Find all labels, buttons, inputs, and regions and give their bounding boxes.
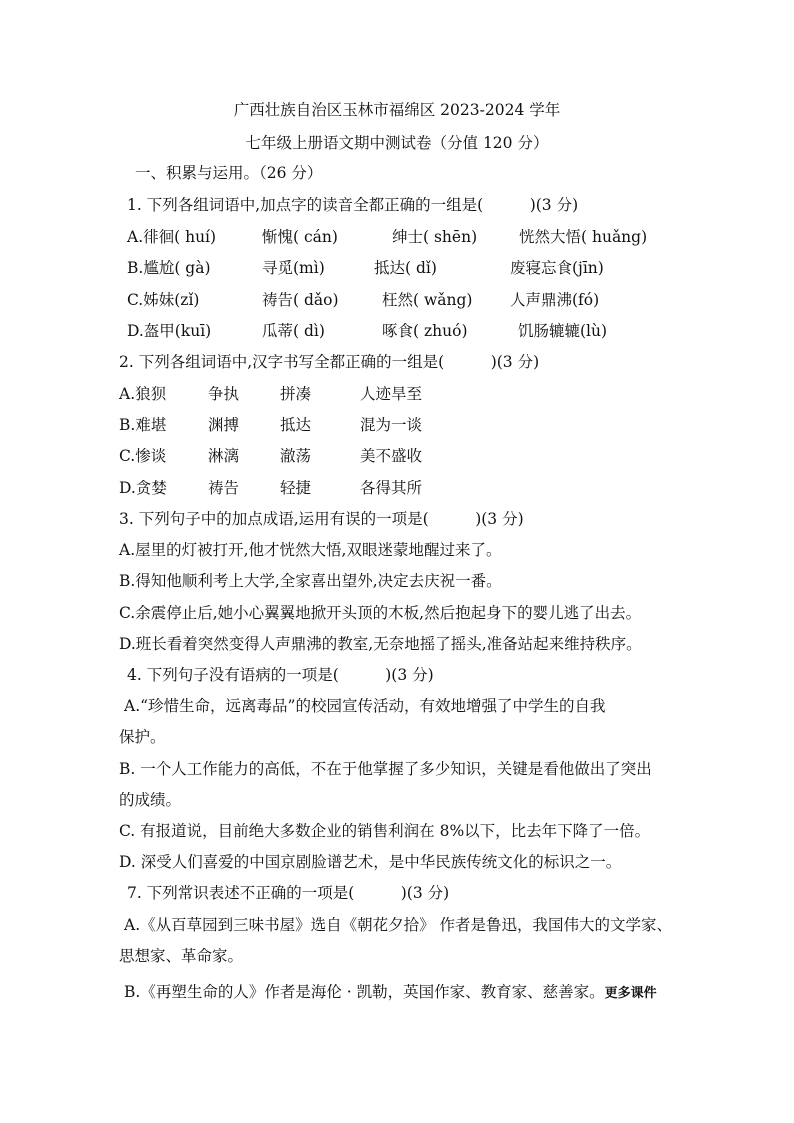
q2-a-item-4: 人迹旱至: [360, 385, 423, 403]
q1-b-item-2: 寻觅(mì): [262, 259, 325, 277]
q2-d-item-1: D.贪婪: [119, 479, 167, 497]
q1-c-item-3: 枉然( wǎng): [382, 291, 473, 309]
question-7-stem: 7. 下列常识表述不正确的一项是( )(3 分): [127, 884, 450, 902]
q2-a-item-3: 拼凑: [280, 385, 312, 403]
q3-option-b: B.得知他顺利考上大学,全家喜出望外,决定去庆祝一番。: [119, 572, 502, 590]
q7-option-a-line1: A.《从百草园到三味书屋》选自《朝花夕拾》 作者是鲁迅，我国伟大的文学家、: [124, 916, 673, 934]
q2-c-item-3: 澈荡: [280, 447, 312, 465]
q2-c-item-1: C.惨谈: [119, 447, 167, 465]
q4-option-a-line1: A.“珍惜生命，远离毒品”的校园宣传活动，有效地增强了中学生的自我: [124, 697, 606, 715]
q7-option-a-line2: 思想家、革命家。: [119, 947, 244, 965]
q1-d-item-2: 瓜蒂( dì): [262, 322, 325, 340]
q1-a-item-3: 绅士( shēn): [392, 228, 478, 246]
q2-d-item-3: 轻捷: [280, 479, 312, 497]
q4-option-c: C. 有报道说，目前绝大多数企业的销售利润在 8%以下，比去年下降了一倍。: [119, 822, 651, 840]
q1-b-item-1: B.尴尬( gà): [127, 259, 211, 277]
q1-b-item-4: 废寝忘食(jīn): [510, 259, 604, 277]
q1-a-item-1: A.徘徊( huí): [127, 228, 217, 246]
q3-option-a: A.屋里的灯被打开,他才恍然大悟,双眼迷蒙地醒过来了。: [119, 541, 502, 559]
question-2-stem: 2. 下列各组词语中,汉字书写全都正确的一组是( )(3 分): [119, 353, 540, 371]
q3-option-d: D.班长看着突然变得人声鼎沸的教室,无奈地摇了摇头,准备站起来维持秩序。: [119, 635, 642, 653]
q2-a-item-1: A.狼狈: [119, 385, 167, 403]
q2-b-item-1: B.难堪: [119, 416, 167, 434]
question-3-stem: 3. 下列句子中的加点成语,运用有误的一项是( )(3 分): [119, 510, 524, 528]
q1-d-item-3: 啄食( zhuó): [382, 322, 468, 340]
q3-option-c: C.余震停止后,她小心翼翼地掀开头顶的木板,然后抱起身下的婴儿逃了出去。: [119, 604, 642, 622]
q2-b-item-3: 抵达: [280, 416, 312, 434]
q4-option-d: D. 深受人们喜爱的中国京剧脸谱艺术，是中华民族传统文化的标识之一。: [119, 853, 622, 871]
q7-option-b: [124, 982, 657, 1004]
question-4-stem: 4. 下列句子没有语病的一项是( )(3 分): [127, 666, 434, 684]
q2-a-item-2: 争执: [208, 385, 240, 403]
question-1-stem: 1. 下列各组词语中,加点字的读音全都正确的一组是( )(3 分): [127, 196, 579, 214]
exam-title-line1: 广西壮族自治区玉林市福绵区 2023-2024 学年: [233, 101, 561, 119]
q4-option-b-line2: 的成绩。: [119, 791, 182, 809]
q2-c-item-2: 淋漓: [208, 447, 240, 465]
q1-c-item-4: 人声鼎沸(fó): [510, 291, 600, 309]
exam-title-line2: 七年级上册语文期中测试卷（分值 120 分）: [245, 134, 549, 152]
q7-option-b-text: B.《再塑生命的人》作者是海伦 · 凯勒，英国作家、教育家、慈善家。: [124, 983, 605, 1001]
more-courseware-tag: 更多课件: [604, 986, 657, 1001]
q1-d-item-4: 饥肠辘辘(lù): [518, 322, 608, 340]
q2-c-item-4: 美不盛收: [360, 447, 423, 465]
q1-a-item-2: 惭愧( cán): [262, 228, 338, 246]
q4-option-a-line2: 保护。: [119, 728, 166, 746]
q2-b-item-2: 渊搏: [208, 416, 240, 434]
q1-a-item-4: 恍然大悟( huǎng): [519, 228, 648, 246]
q1-d-item-1: D.盔甲(kuī): [127, 322, 212, 340]
q4-option-b-line1: B. 一个人工作能力的高低，不在于他掌握了多少知识，关键是看他做出了突出: [119, 760, 652, 778]
q1-c-item-2: 祷告( dǎo): [262, 291, 339, 309]
section-heading: 一、积累与运用。（26 分）: [135, 164, 323, 182]
q2-d-item-2: 祷告: [208, 479, 240, 497]
q1-c-item-1: C.姊妹(zǐ): [127, 291, 200, 309]
q2-b-item-4: 混为一谈: [360, 416, 423, 434]
q1-b-item-3: 抵达( dǐ): [374, 259, 437, 277]
q2-d-item-4: 各得其所: [360, 479, 423, 497]
